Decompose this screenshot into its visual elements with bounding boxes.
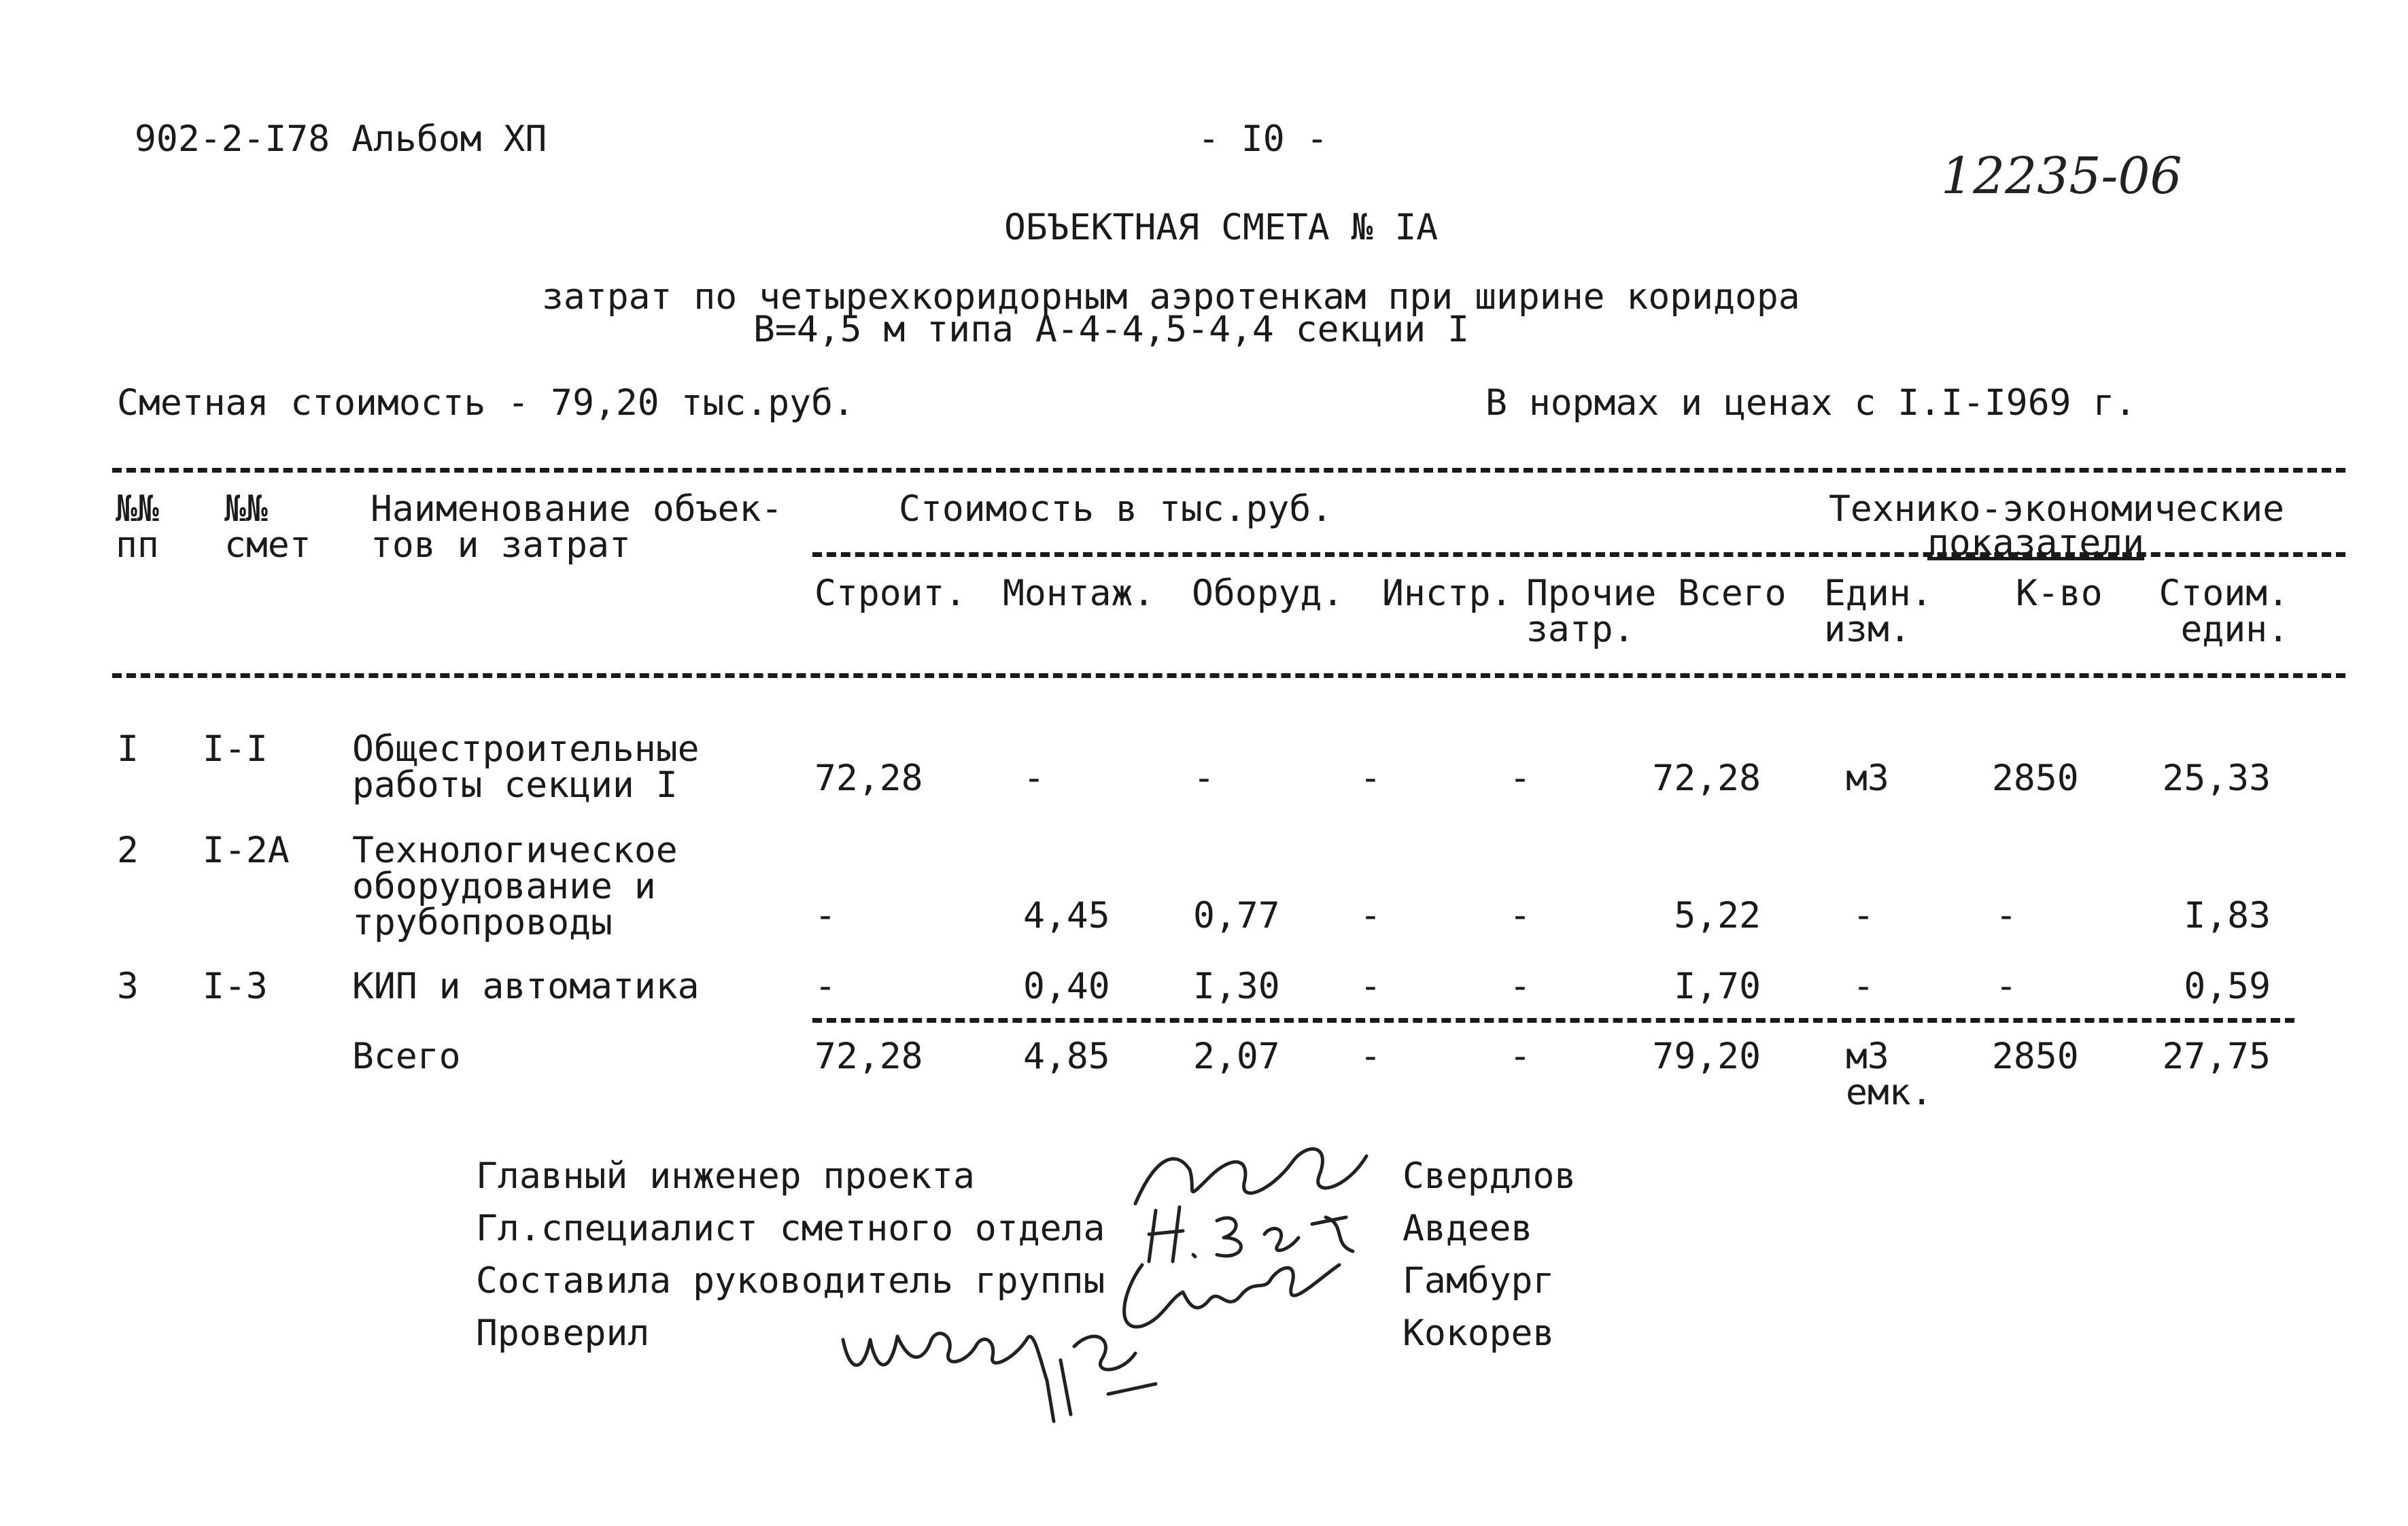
cell-unit-cost: 27,75 — [2162, 1036, 2271, 1077]
cell-instr: - — [1360, 966, 1381, 1007]
header-equip: Оборуд. — [1192, 573, 1344, 614]
table-header-bottom-rule — [112, 673, 2345, 678]
header-cost-group: Стоимость в тыс.руб. — [899, 488, 1333, 530]
cell-unit: м3 емк. — [1846, 1036, 1933, 1113]
page-number: - I0 - — [1198, 118, 1328, 160]
header-object-name: Наименование объек- тов и затрат — [371, 488, 783, 566]
signature-name: Кокорев — [1403, 1312, 1555, 1354]
cell-other: - — [1509, 895, 1531, 936]
cell-unit: - — [1853, 966, 1874, 1007]
cell-unit-cost: 0,59 — [2184, 966, 2271, 1007]
cell-equip: 0,77 — [1193, 895, 1280, 936]
cell-other: - — [1509, 758, 1531, 799]
cell-estimate: I-3 — [203, 966, 268, 1007]
header-unit-cost: Стоим. един. — [2158, 573, 2289, 650]
header-total: Всего — [1678, 573, 1787, 614]
cell-build: - — [814, 895, 836, 936]
cell-name: Общестроительные работы секции I — [352, 728, 700, 806]
cell-build: - — [814, 966, 836, 1007]
estimate-subtitle-line1: затрат по четырехкоридорным аэротенкам при ширине коридора — [542, 276, 1800, 318]
cell-unit-cost: 25,33 — [2162, 758, 2271, 799]
cell-estimate: I-2А — [203, 830, 290, 871]
cell-name: Всего — [352, 1036, 461, 1077]
cell-mount: - — [1023, 758, 1045, 799]
header-mount: Монтаж. — [1003, 573, 1155, 614]
cell-unit: м3 — [1846, 758, 1889, 799]
document-code: 902-2-I78 Альбом XП — [135, 118, 547, 160]
cell-name: КИП и автоматика — [352, 966, 700, 1007]
cell-num: I — [117, 728, 139, 770]
cell-unit-cost: I,83 — [2184, 895, 2271, 936]
cell-equip: I,30 — [1193, 966, 1280, 1007]
header-instr: Инстр. — [1382, 573, 1513, 614]
cell-build: 72,28 — [814, 1036, 923, 1077]
header-build: Строит. — [814, 573, 967, 614]
cell-mount: 4,45 — [1023, 895, 1110, 936]
cell-other: - — [1509, 966, 1531, 1007]
cell-instr: - — [1360, 1036, 1381, 1077]
cell-mount: 4,85 — [1023, 1036, 1110, 1077]
cell-equip: - — [1193, 758, 1215, 799]
cell-mount: 0,40 — [1023, 966, 1110, 1007]
cell-instr: - — [1360, 895, 1381, 936]
cell-other: - — [1509, 1036, 1531, 1077]
table-total-rule — [812, 1018, 2294, 1023]
signature-name: Авдеев — [1403, 1208, 1533, 1249]
cell-total: 72,28 — [1652, 758, 1761, 799]
signature-name: Свердлов — [1403, 1155, 1577, 1197]
cell-unit: - — [1853, 895, 1874, 936]
cell-equip: 2,07 — [1193, 1036, 1280, 1077]
cell-total: 79,20 — [1652, 1036, 1761, 1077]
cell-qty: 2850 — [1992, 1036, 2079, 1077]
header-qty: К-во — [2016, 573, 2103, 614]
cell-name: Технологическое оборудование и трубопроводы — [352, 830, 678, 943]
cell-qty: 2850 — [1992, 758, 2079, 799]
estimate-subtitle-line2: В=4,5 м типа А-4-4,5-4,4 секции I — [753, 309, 1469, 350]
handwritten-number: 12235-06 — [1941, 147, 2182, 205]
header-estimate-number: №№ смет — [224, 488, 311, 566]
estimate-heading: ОБЪЕКТНАЯ СМЕТА № IA — [1004, 207, 1439, 248]
signature-role: Главный инженер проекта — [476, 1155, 975, 1197]
header-unit: Един. изм. — [1824, 573, 1933, 650]
cell-total: I,70 — [1674, 966, 1761, 1007]
cell-build: 72,28 — [814, 758, 923, 799]
header-tech-group: Технико-экономические — [1829, 488, 2285, 530]
table-top-rule — [112, 468, 2345, 473]
cell-instr: - — [1360, 758, 1381, 799]
header-row-number: №№ пп — [116, 488, 159, 566]
signature-role: Проверил — [476, 1312, 650, 1354]
cell-num: 2 — [117, 830, 139, 871]
signature-role: Составила руководитель группы — [476, 1260, 1105, 1302]
price-basis: В нормах и ценах с I.I-I969 г. — [1485, 382, 2137, 424]
estimated-cost: Сметная стоимость - 79,20 тыс.руб. — [117, 382, 855, 424]
header-other: Прочие затр. — [1526, 573, 1657, 650]
cell-qty: - — [1995, 966, 2017, 1007]
header-tech-group-indicators: показатели — [1927, 522, 2145, 564]
signature-checker — [836, 1299, 1163, 1435]
cell-estimate: I-I — [203, 728, 268, 770]
cell-num: 3 — [117, 966, 139, 1007]
signature-role: Гл.специалист сметного отдела — [476, 1208, 1105, 1249]
signature-name: Гамбург — [1403, 1260, 1555, 1302]
cell-qty: - — [1995, 895, 2017, 936]
cell-total: 5,22 — [1674, 895, 1761, 936]
